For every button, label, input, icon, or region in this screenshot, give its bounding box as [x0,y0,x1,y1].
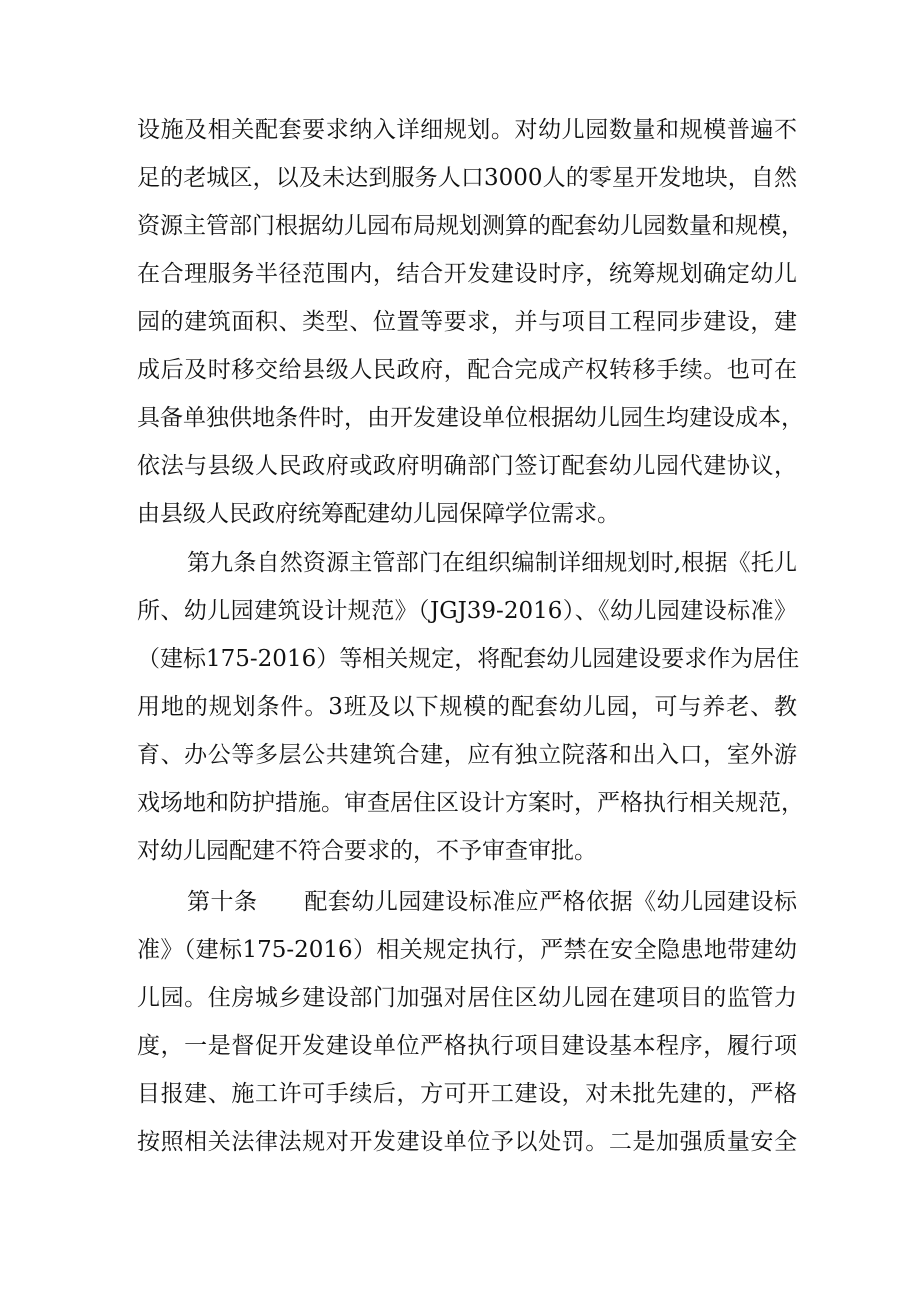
text-line: 目报建、施工许可手续后，方可开工建设，对未批先建的，严格 [137,1081,797,1107]
text-line: 准》（建标175-2016）相关规定执行，严禁在安全隐患地带建幼 [137,937,797,963]
text-line: 园的建筑面积、类型、位置等要求，并与项目工程同步建设，建 [137,309,797,335]
text-line: 所、幼儿园建筑设计规范》（JGJ39-2016）、《幼儿园建设标准》 [137,598,797,624]
text-line: 资源主管部门根据幼儿园布局规划测算的配套幼儿园数量和规模， [137,213,804,239]
text-line: 度，一是督促开发建设单位严格执行项目建设基本程序，履行项 [137,1033,797,1059]
text-line: 设施及相关配套要求纳入详细规划。对幼儿园数量和规模普遍不 [137,117,797,143]
text-line: 具备单独供地条件时，由开发建设单位根据幼儿园生均建设成本， [137,405,804,431]
text-line: 由县级人民政府统筹配建幼儿园保障学位需求。 [137,501,620,527]
text-line: 成后及时移交给县级人民政府，配合完成产权转移手续。也可在 [137,357,797,383]
text-line: 按照相关法律法规对开发建设单位予以处罚。二是加强质量安全 [137,1129,797,1155]
text-line: 第十条 配套幼儿园建设标准应严格依据《幼儿园建设标 [187,889,797,915]
text-line: 在合理服务半径范围内，结合开发建设时序，统筹规划确定幼儿 [137,261,797,287]
text-line: 用地的规划条件。3班及以下规模的配套幼儿园，可与养老、教 [137,694,797,720]
text-line: 戏场地和防护措施。审查居住区设计方案时，严格执行相关规范， [137,790,804,816]
text-line: 育、办公等多层公共建筑合建，应有独立院落和出入口，室外游 [137,742,797,768]
text-line: 足的老城区，以及未达到服务人口3000人的零星开发地块，自然 [137,165,797,191]
text-line: （建标175-2016）等相关规定，将配套幼儿园建设要求作为居住 [137,646,800,672]
text-line: 第九条自然资源主管部门在组织编制详细规划时,根据《托儿 [187,550,797,576]
text-line: 依法与县级人民政府或政府明确部门签订配套幼儿园代建协议， [137,453,797,479]
text-line: 儿园。住房城乡建设部门加强对居住区幼儿园在建项目的监管力 [137,985,797,1011]
text-line: 对幼儿园配建不符合要求的，不予审查审批。 [137,838,597,864]
